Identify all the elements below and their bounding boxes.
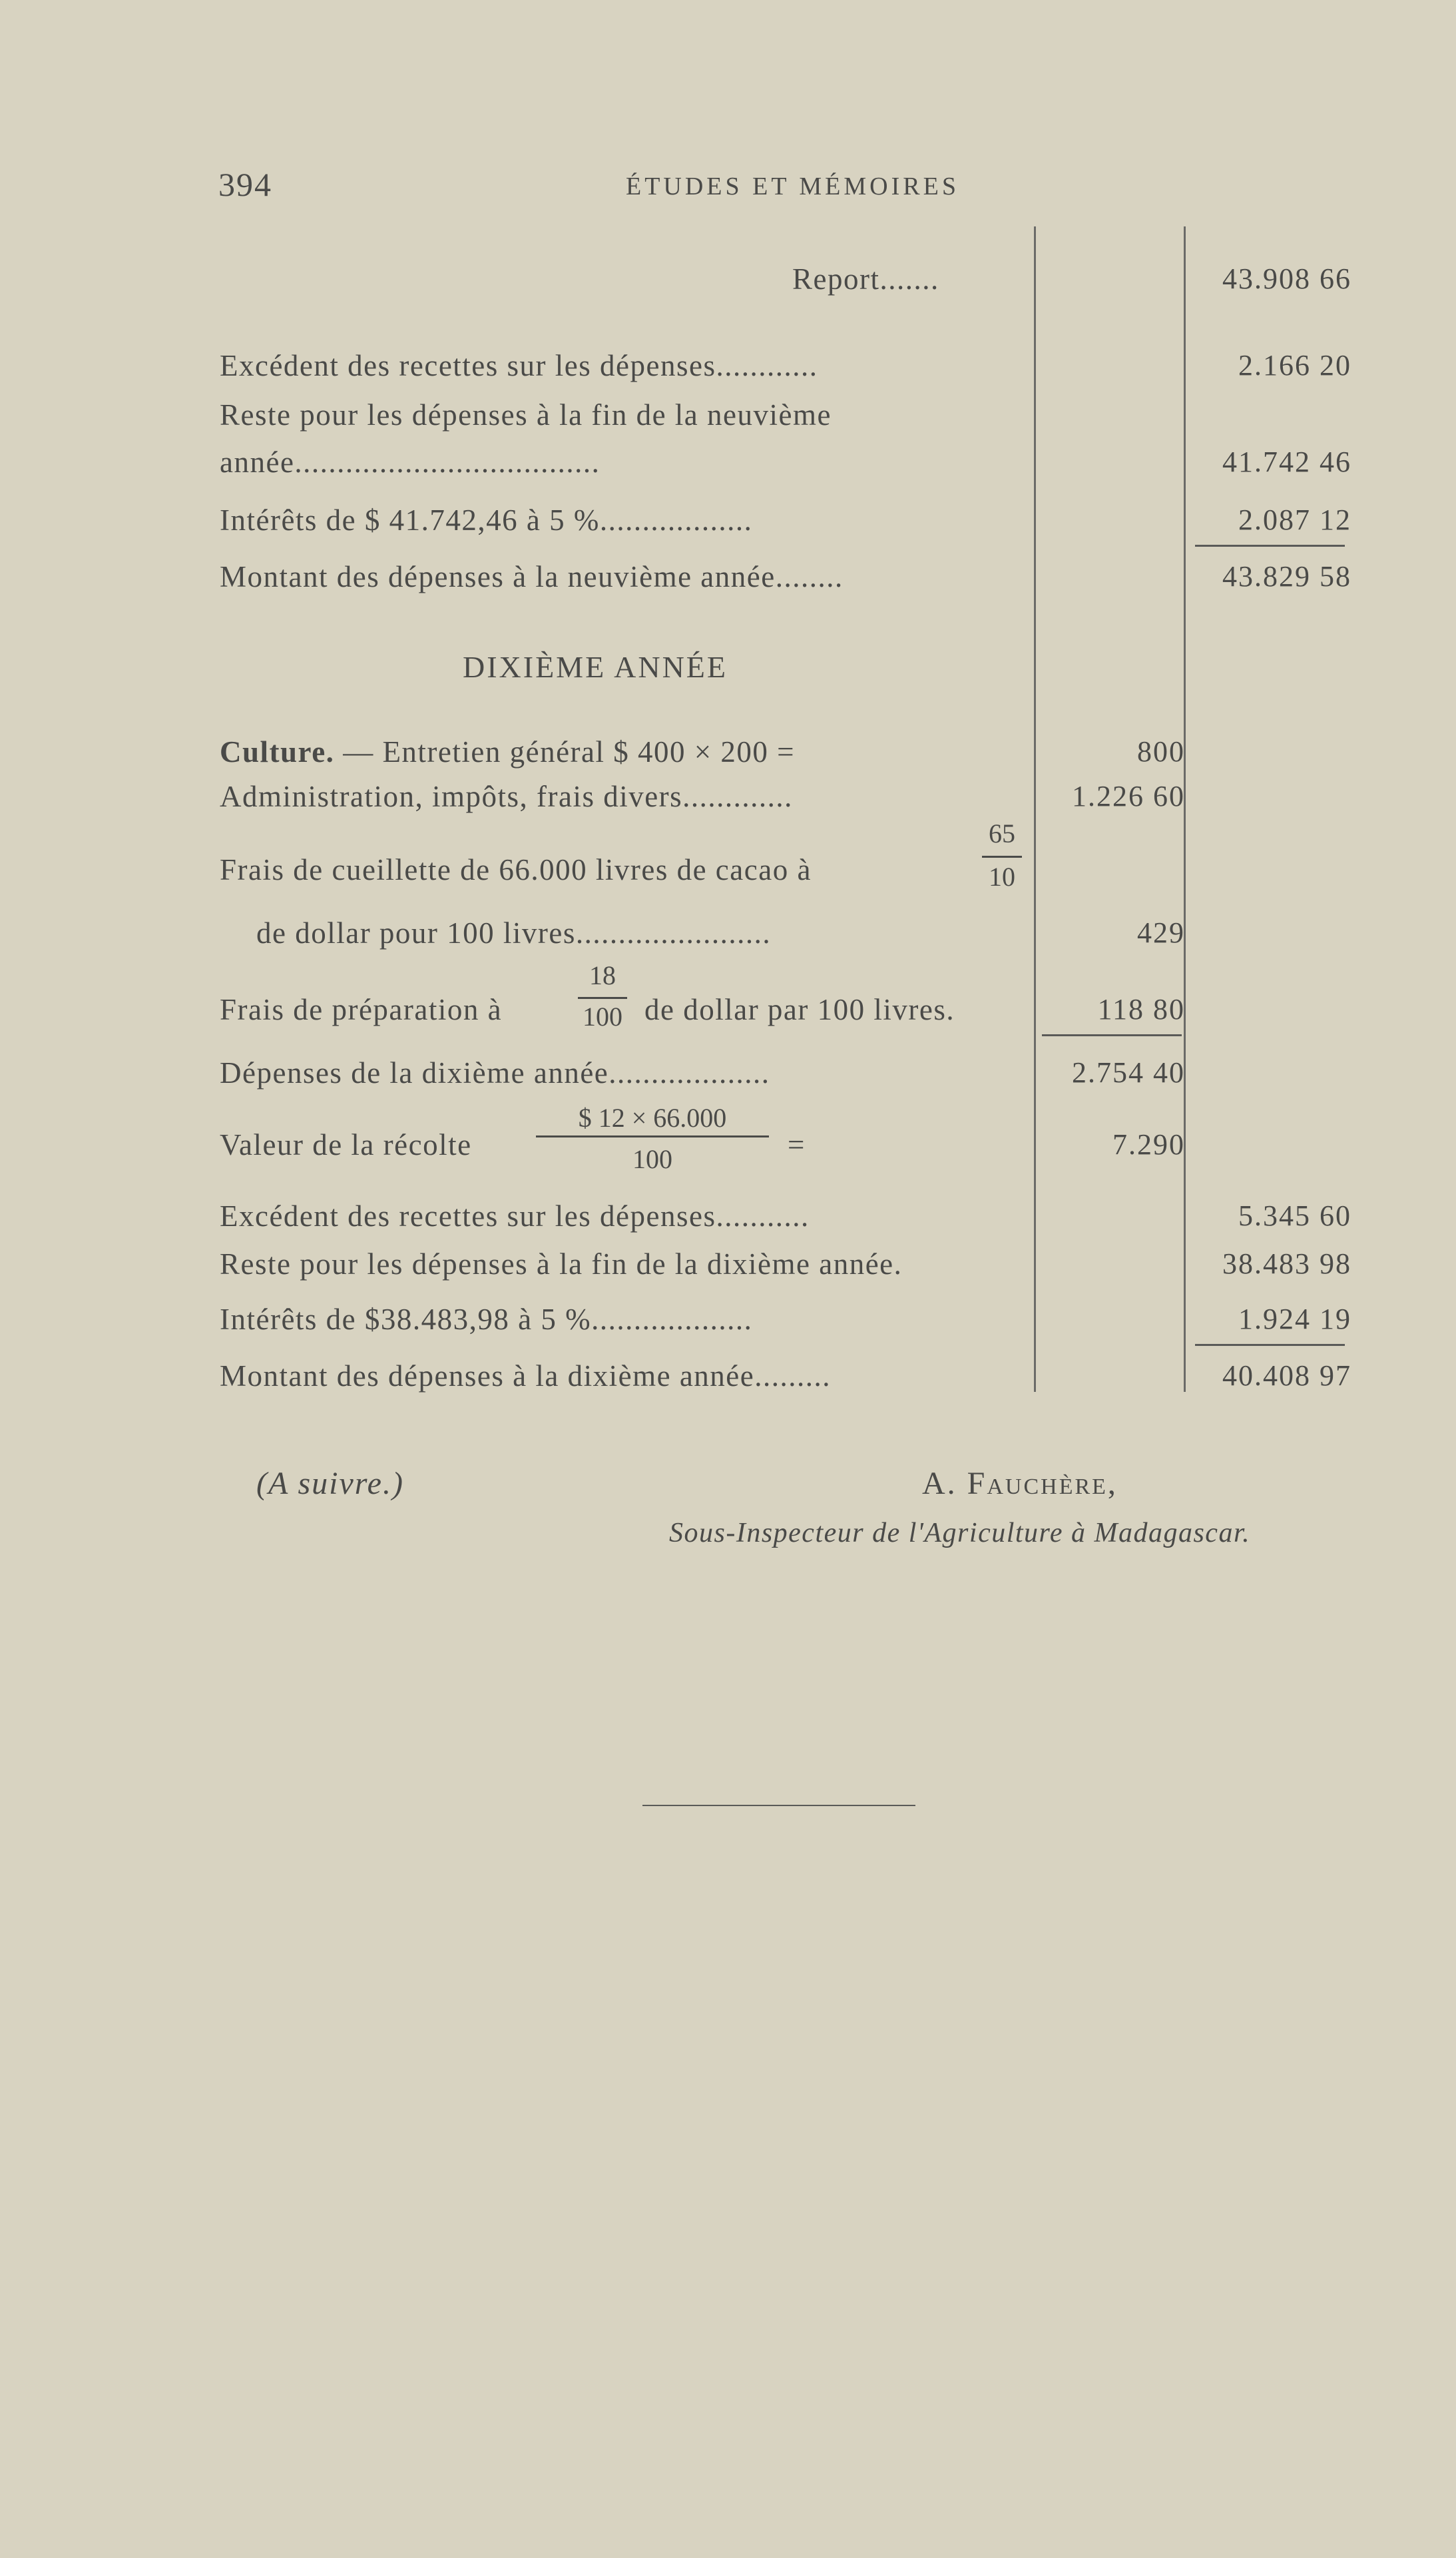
recolte-frac-bar [536, 1135, 769, 1137]
montant2-label: Montant des dépenses à la dixième année......... [220, 1359, 831, 1393]
administration-label: Administration, impôts, frais divers............. [220, 780, 793, 813]
reste-value: 41.742 46 [1222, 446, 1351, 478]
cueillette-frac-bar [982, 856, 1022, 858]
section-title: DIXIÈME ANNÉE [463, 650, 728, 684]
sum-rule-1 [1195, 545, 1345, 547]
interets-label: Intérêts de $ 41.742,46 à 5 %.................. [220, 503, 753, 537]
excedent-value: 2.166 20 [1238, 349, 1351, 382]
culture-value: 800 [1137, 735, 1185, 768]
page-number: 394 [218, 166, 272, 203]
preparation-label-b: de dollar par 100 livres. [644, 993, 955, 1026]
excedent-label: Excédent des recettes sur les dépenses............ [220, 349, 818, 382]
reste2-label: Reste pour les dépenses à la fin de la dixième année. [220, 1247, 903, 1281]
recolte-frac-den: 100 [632, 1144, 672, 1174]
montant-value: 43.829 58 [1222, 560, 1351, 593]
preparation-label-a: Frais de préparation à [220, 993, 503, 1026]
dollar-label: de dollar pour 100 livres....................... [256, 916, 772, 950]
cueillette-frac-num: 65 [989, 818, 1015, 848]
a-suivre: (A suivre.) [256, 1466, 404, 1501]
recolte-eq: = [788, 1128, 806, 1161]
montant2-value: 40.408 97 [1222, 1359, 1351, 1392]
reste-label: Reste pour les dépenses à la fin de la neuvième [220, 398, 832, 432]
interets2-value: 1.924 19 [1238, 1303, 1351, 1335]
recolte-frac-num: $ 12 × 66.000 [578, 1103, 727, 1133]
end-rule [642, 1805, 915, 1806]
sum-rule-2 [1042, 1034, 1182, 1036]
interets2-label: Intérêts de $38.483,98 à 5 %................... [220, 1303, 753, 1336]
excedent2-label: Excédent des recettes sur les dépenses........... [220, 1199, 810, 1233]
culture-bold: Culture. [220, 735, 335, 769]
depenses-label: Dépenses de la dixième année................... [220, 1056, 770, 1090]
reste2-value: 38.483 98 [1222, 1247, 1351, 1280]
author-title: Sous-Inspecteur de l'Agriculture à Madagascar. [669, 1518, 1251, 1548]
cueillette-frac-den: 10 [989, 862, 1015, 892]
report-value: 43.908 66 [1222, 262, 1351, 295]
montant-label: Montant des dépenses à la neuvième année........ [220, 560, 844, 593]
sum-rule-3 [1195, 1344, 1345, 1346]
depenses-value: 2.754 40 [1072, 1056, 1185, 1089]
recolte-value: 7.290 [1112, 1128, 1185, 1161]
excedent2-value: 5.345 60 [1238, 1199, 1351, 1232]
cueillette-label: Frais de cueillette de 66.000 livres de cacao à [220, 853, 812, 886]
recolte-label: Valeur de la récolte [220, 1128, 472, 1161]
preparation-frac-den: 100 [583, 1002, 622, 1032]
preparation-frac-num: 18 [589, 960, 616, 990]
administration-value: 1.226 60 [1072, 780, 1185, 812]
culture-row [220, 735, 795, 769]
author-name: A. Fauchère, [922, 1466, 1118, 1501]
report-label: Report....... [792, 262, 939, 296]
interets-value: 2.087 12 [1238, 503, 1351, 536]
column-rule-1 [1034, 226, 1036, 1392]
cueillette-value: 429 [1137, 916, 1185, 949]
running-title: ÉTUDES ET MÉMOIRES [626, 172, 959, 200]
preparation-frac-bar [578, 997, 627, 999]
culture-text: — Entretien général $ 400 × 200 = [343, 735, 796, 769]
annee-label: année.................................... [220, 446, 601, 479]
preparation-value: 118 80 [1097, 993, 1185, 1026]
